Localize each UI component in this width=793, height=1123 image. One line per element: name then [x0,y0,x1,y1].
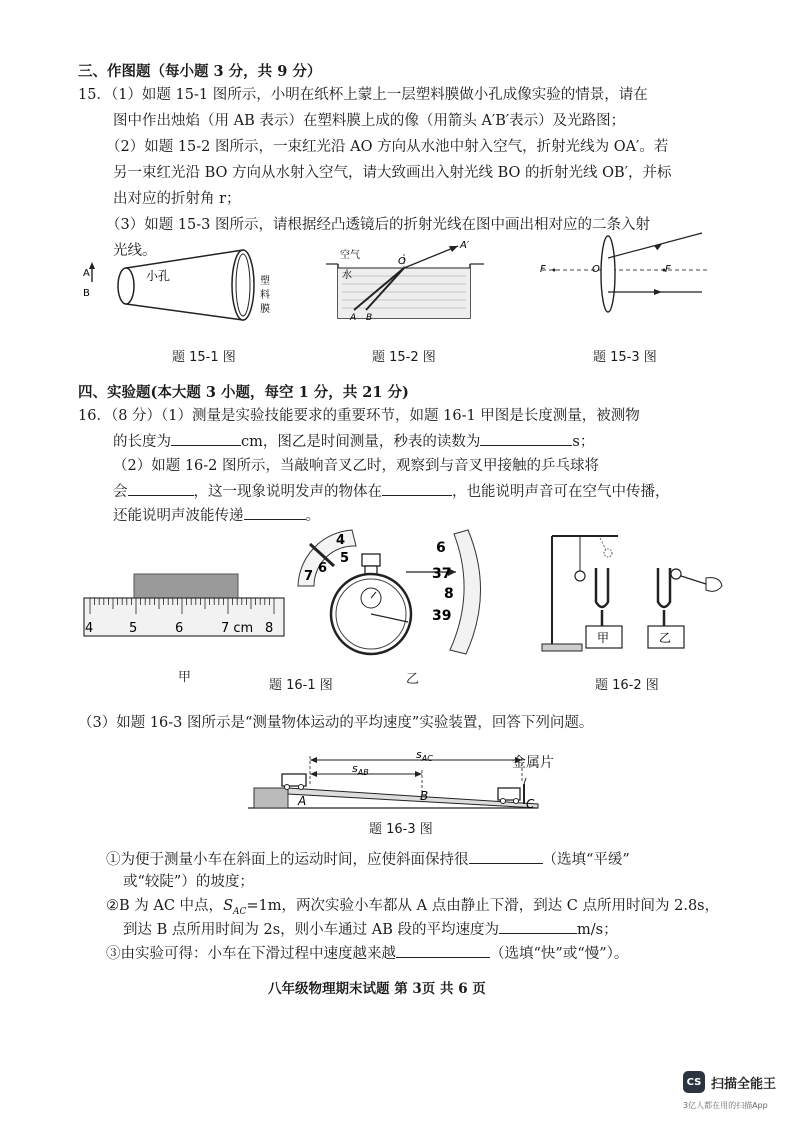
fig15-1-film-3: 膜 [260,304,270,315]
fig16-2-fork-yi: 乙 [659,631,672,645]
scanner-logo-icon: CS [683,1071,705,1093]
ruler-label-8: 8 [265,621,274,636]
speed-trend-answer-blank[interactable] [396,943,490,958]
q16-3-item1 [106,849,630,870]
q15-line4: 另一束红光沿 BO 方向从水射入空气，请大致画出入射光线 BO 的折射光线 OB′，并标 [113,165,672,181]
q15-line3: （2）如题 15-2 图所示，一束红光沿 AO 方向从水池中射入空气，折射光线为 OA′。若 [106,139,669,155]
q16-line2-a: 的长度为 [113,434,171,450]
q16-3-item2-s-sub: AC [233,906,247,917]
fig16-3-sac-label [416,748,433,763]
q16-line5-b: 。 [305,508,320,524]
scanner-watermark [683,1071,776,1093]
ruler-label-7cm: 7 cm [221,621,254,636]
q15-line7: 光线。 [113,243,157,259]
q15-line2: 图中作出烛焰（用 AB 表示）在塑料膜上成的像（用箭头 A′B′表示）及光路图； [113,113,626,129]
q16-3-item1-b: （选填“平缓” [542,852,630,868]
q16-3-item1-cont: 或“较陡”）的坡度； [123,874,254,890]
length-answer-blank[interactable] [171,431,241,446]
fig16-3-sab-label [352,762,369,777]
big-scale-39: 39 [432,608,452,624]
fig15-2-water: 水 [342,270,352,281]
fig15-1-caption: 题 15-1 图 [172,350,236,365]
fig15-3-o: O [592,264,600,275]
q16-3-item3-b: （选填“快”或“慢”）。 [490,946,629,962]
fig15-3-f-right: F [665,264,671,275]
fig16-1-jia-label: 甲 [178,670,192,685]
fig15-1-label-a: A [83,268,90,279]
q16-3-item2-b: =1m，两次实验小车都从 A 点由静止下滑，到达 C 点所用时间为 2.8s， [246,898,720,914]
vibration-answer-blank[interactable] [382,481,452,496]
fig16-3-a: A [298,794,307,808]
q15-line1: 15．（1）如题 15-1 图所示，小明在纸杯上蒙上一层塑料膜做小孔成像实验的情景，请在 [78,87,648,103]
figure-15-1 [78,238,288,348]
stopwatch-answer-blank[interactable] [480,431,572,446]
scanner-app-name: 扫描全能王 [711,1076,777,1092]
fig15-3-caption: 题 15-3 图 [593,350,657,365]
big-scale-6: 6 [436,540,446,556]
q16-line2-b: cm，图乙是时间测量，秒表的读数为 [241,434,481,450]
q16-line3: （2）如题 16-2 图所示，当敲响音叉乙时，观察到与音叉甲接触的乒乓球将 [113,458,600,474]
fig16-1-yi-label: 乙 [406,672,420,687]
small-dial-6: 6 [318,561,328,576]
fig16-3-b: B [420,789,429,803]
sound-answer-blank[interactable] [244,505,306,520]
figure-15-3 [532,232,722,337]
fig15-1-hole-label: 小孔 [146,269,171,283]
fig15-3-f-left: F [540,264,546,275]
fig16-2-caption: 题 16-2 图 [595,678,659,693]
figure-15-2 [318,240,498,330]
figure-16-2 [540,526,740,666]
fig15-1-film-1: 塑 [260,276,270,287]
q16-3-item2-cont [123,919,618,940]
fig16-2-fork-jia: 甲 [597,631,610,645]
q16-3-item3-a: ③由实验可得：小车在下滑过程中速度越来越 [106,946,396,962]
fig15-1-film-2: 料 [260,290,270,301]
q16-line1: 16．（8 分）（1）测量是实验技能要求的重要环节，如题 16-1 甲图是长度测量，被测物 [78,408,640,424]
section4-heading: 四、实验题(本大题 3 小题，每空 1 分，共 21 分) [78,384,409,401]
ruler-label-6: 6 [175,621,184,636]
q15-line5: 出对应的折射角 r； [113,191,241,207]
q16-line5-a: 还能说明声波能传递 [113,508,244,524]
big-scale-37: 37 [432,566,452,582]
fig16-3-sab-s: s [352,762,358,775]
q16-3-item1-a: ①为便于测量小车在斜面上的运动时间，应使斜面保持很 [106,852,469,868]
q16-line2-c: s； [572,434,595,450]
fig15-2-air: 空气 [340,250,360,261]
fig16-1-caption: 题 16-1 图 [269,678,333,693]
q16-3-item2 [106,896,719,922]
q16-3-item2-s: S [223,898,233,914]
fig15-1-label-b: B [83,288,90,299]
fig15-2-b: B [366,313,373,323]
q16-3-item2-c: 到达 B 点所用时间为 2s，则小车通过 AB 段的平均速度为 [123,922,499,938]
speed-answer-blank[interactable] [499,919,577,934]
small-dial-5: 5 [340,551,350,566]
scanner-app-slogan: 3亿人都在用的扫描App [683,1101,768,1110]
fig15-2-a-prime: A′ [460,240,470,251]
q16-line2 [113,431,594,452]
small-dial-4: 4 [336,533,346,548]
ruler-label-4: 4 [85,621,94,636]
q16-3-item2-d: m/s； [577,922,618,938]
q16-line4-b: ，这一现象说明发声的物体在 [193,484,382,500]
fig15-2-o: O [398,256,406,267]
fig15-2-a: A [350,313,357,323]
fig16-3-metal-label: 金属片 [512,755,554,771]
figure-16-1-stopwatch [296,528,501,658]
small-dial-7: 7 [304,569,314,584]
big-scale-8: 8 [444,586,454,602]
fig16-3-sac-s: s [416,748,422,761]
ruler-label-5: 5 [129,621,138,636]
q16-line4-a: 会 [113,484,128,500]
q16-3-item3 [106,943,628,964]
figure-16-1-ruler [82,568,287,640]
slope-answer-blank[interactable] [469,849,543,864]
ball-answer-blank[interactable] [128,481,194,496]
q15-line6: （3）如题 15-3 图所示，请根据经凸透镜后的折射光线在图中画出相对应的二条入射 [106,217,651,233]
q16-line5 [113,505,320,526]
fig16-3-c: C [526,797,535,811]
q16-line4 [113,481,670,502]
fig16-3-caption: 题 16-3 图 [369,822,433,837]
section3-heading: 三、作图题（每小题 3 分，共 9 分） [78,63,322,80]
q16-3-item2-a: ②B 为 AC 中点， [106,898,224,914]
fig15-2-caption: 题 15-2 图 [372,350,436,365]
q16-line4-c: ，也能说明声音可在空气中传播， [452,484,670,500]
page-footer: 八年级物理期末试题 第 3页 共 6 页 [268,981,486,997]
q16-3-intro: （3）如题 16-3 图所示是“测量物体运动的平均速度”实验装置，回答下列问题。 [78,715,594,731]
fig16-3-sac-sub: AC [421,754,433,763]
fig16-3-sab-sub: AB [357,768,369,777]
